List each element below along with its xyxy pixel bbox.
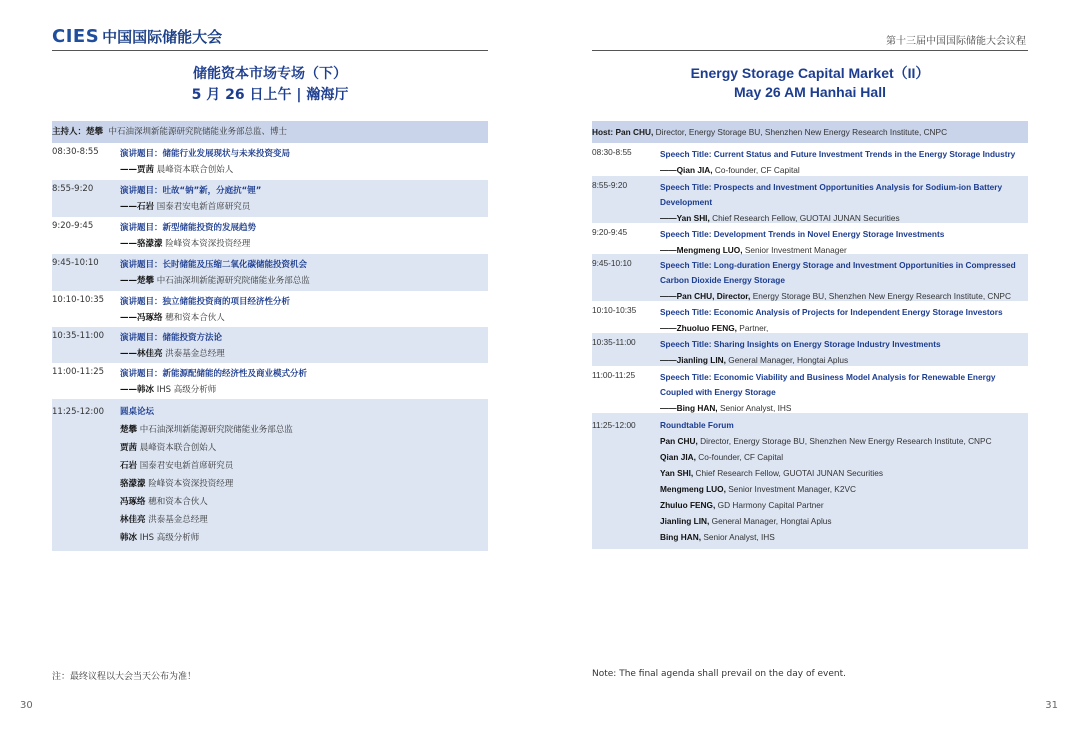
session-speaker-row	[120, 199, 488, 215]
host-desc: 中石油深圳新能源研究院储能业务部总监、博士	[108, 127, 287, 137]
agenda-table-en	[592, 121, 1028, 549]
speaker-affiliation: General Manager, Hongtai Aplus	[728, 355, 849, 365]
roundtable-block	[592, 413, 1028, 549]
panelist-name: Jianling LIN,	[660, 516, 710, 526]
panelist-row	[660, 465, 1028, 481]
panelist-row	[120, 457, 488, 475]
session-block	[52, 291, 488, 327]
panelist-row	[660, 449, 1028, 465]
panelist-affiliation: 穗和资本合伙人	[148, 497, 208, 507]
panelist-name: 冯琢络	[120, 497, 146, 507]
speaker-name: ——Zhuoluo FENG,	[660, 323, 737, 333]
session-row	[52, 295, 488, 310]
session-speaker-row	[120, 346, 488, 362]
session-row	[592, 180, 1028, 210]
panelist-row	[120, 493, 488, 511]
panelist-row	[120, 421, 488, 439]
speaker-affiliation: Senior Investment Manager	[744, 245, 847, 255]
panelist-affiliation: Senior Analyst, IHS	[703, 532, 775, 542]
speaker-affiliation: 中石油深圳新能源研究院储能业务部总监	[156, 276, 310, 286]
session-topic: 演讲题目：储能投资方法论	[120, 333, 223, 343]
session-topic: Speech Title: Sharing Insights on Energy Storage Industry Investments	[660, 339, 941, 349]
header-rule	[52, 50, 488, 51]
panelist-name: 林佳亮	[120, 515, 146, 525]
session-topic: Speech Title: Economic Viability and Business Model Analysis for Renewable Energy Coupled with Energy Storage	[660, 372, 996, 397]
session-time: 10:35-11:00	[592, 337, 636, 347]
session-row	[592, 337, 1028, 352]
session-speaker-row	[660, 210, 1028, 226]
running-header: 第十三届中国国际储能大会议程	[886, 36, 1026, 47]
panelist-affiliation: GD Harmony Capital Partner	[717, 500, 824, 510]
panelist-affiliation: IHS 高级分析师	[139, 533, 200, 543]
speaker-affiliation: Energy Storage BU, Shenzhen New Energy Research Institute, CNPC	[752, 291, 1011, 301]
session-speaker-row	[120, 162, 488, 178]
logo-text: 中国国际储能大会	[102, 27, 223, 46]
panelist-name: Bing HAN,	[660, 532, 702, 542]
session-row	[52, 331, 488, 346]
panelist-affiliation: 国泰君安电新首席研究员	[139, 461, 234, 471]
roundtable-row	[52, 403, 488, 421]
host-name: 楚攀	[86, 127, 104, 137]
session-speaker-row	[660, 162, 1028, 178]
session-block	[592, 333, 1028, 366]
speaker-name: ——楚攀	[120, 276, 155, 286]
speaker-affiliation: Partner,	[739, 323, 769, 333]
host-row	[52, 121, 488, 143]
panelist-name: Mengmeng LUO,	[660, 484, 726, 494]
host-label: 主持人：	[52, 127, 87, 137]
host-desc: Director, Energy Storage BU, Shenzhen New Energy Research Institute, CNPC	[655, 127, 948, 137]
session-block	[592, 366, 1028, 413]
panelist-affiliation: 险峰资本资深投资经理	[148, 479, 234, 489]
session-row	[52, 184, 488, 199]
session-row	[592, 147, 1028, 162]
panelist-affiliation: 晨峰资本联合创始人	[139, 443, 217, 453]
panelist-name: 韩冰	[120, 533, 138, 543]
page-subtitle-en: May 26 AM Hanhai Hall	[734, 84, 886, 100]
session-speaker-row	[120, 273, 488, 289]
session-topic: Speech Title: Prospects and Investment Opportunities Analysis for Sodium-ion Battery Development	[660, 182, 1003, 207]
header-rule	[592, 50, 1028, 51]
panelist-name: Pan CHU,	[660, 436, 698, 446]
session-time: 10:10-10:35	[52, 295, 105, 305]
session-topic: 演讲题目：独立储能投资商的项目经济性分析	[120, 297, 291, 307]
session-block	[52, 180, 488, 217]
speaker-name: ——石岩	[120, 202, 155, 212]
session-time: 9:20-9:45	[52, 221, 94, 231]
panelist-affiliation: 洪泰基金总经理	[148, 515, 208, 525]
session-speaker-row	[120, 382, 488, 398]
host-row	[592, 121, 1028, 143]
session-speaker-row	[120, 236, 488, 252]
session-row	[52, 147, 488, 162]
session-block	[52, 217, 488, 254]
speaker-name: ——贾茜	[120, 165, 155, 175]
speaker-name: ——Yan SHI,	[660, 213, 710, 223]
session-time: 8:55-9:20	[592, 180, 628, 190]
panelist-name: 楚攀	[120, 425, 138, 435]
speaker-affiliation: 国泰君安电新首席研究员	[156, 202, 251, 212]
session-topic: Speech Title: Economic Analysis of Projects for Independent Energy Storage Investors	[660, 307, 1003, 317]
speaker-affiliation: 洪泰基金总经理	[165, 349, 225, 359]
agenda-table-cn	[52, 121, 488, 551]
page-title-en: Energy Storage Capital Market（II）	[690, 65, 930, 81]
session-topic: Speech Title: Development Trends in Novel Energy Storage Investments	[660, 229, 945, 239]
session-speaker-row	[120, 310, 488, 326]
session-time: 08:30-8:55	[52, 147, 99, 157]
speaker-name: ——Pan CHU, Director,	[660, 291, 751, 301]
session-topic: Speech Title: Long-duration Energy Storage and Investment Opportunities in Compressed Carbon Dioxide Energy Storage	[660, 260, 1016, 285]
session-time: 8:55-9:20	[52, 184, 94, 194]
panelist-name: Qian JIA,	[660, 452, 696, 462]
session-time: 9:45-10:10	[52, 258, 99, 268]
panelist-name: 石岩	[120, 461, 138, 471]
speaker-affiliation: 晨峰资本联合创始人	[156, 165, 234, 175]
session-row	[592, 305, 1028, 320]
page-subtitle-cn: 5 月 26 日上午 | 瀚海厅	[191, 87, 349, 103]
speaker-name: ——Mengmeng LUO,	[660, 245, 743, 255]
session-block	[52, 143, 488, 180]
panelist-row	[660, 529, 1028, 545]
footnote: Note: The final agenda shall prevail on the day of event.	[592, 669, 846, 679]
panelist-affiliation: Director, Energy Storage BU, Shenzhen New Energy Research Institute, CNPC	[700, 436, 992, 446]
panelist-row	[660, 497, 1028, 513]
right-page	[540, 0, 1080, 732]
panelist-affiliation: Co-founder, CF Capital	[698, 452, 784, 462]
session-speaker-row	[660, 320, 1028, 336]
panelist-affiliation: 中石油深圳新能源研究院储能业务部总监	[139, 425, 293, 435]
page-title-cn: 储能资本市场专场（下）	[193, 66, 347, 82]
speaker-name: ——Qian JIA,	[660, 165, 713, 175]
speaker-name: ——韩冰	[120, 385, 155, 395]
speaker-affiliation: Co-founder, CF Capital	[714, 165, 800, 175]
session-block	[52, 363, 488, 399]
session-time: 08:30-8:55	[592, 147, 632, 157]
session-speaker-row	[660, 288, 1028, 304]
panelist-affiliation: Chief Research Fellow, GUOTAI JUNAN Securities	[695, 468, 884, 478]
panelist-name: 骆濛濛	[120, 479, 146, 489]
speaker-name: ——冯琢络	[120, 313, 163, 323]
roundtable-time: 11:25-12:00	[592, 420, 636, 430]
panelist-row	[120, 439, 488, 457]
session-block	[592, 301, 1028, 333]
speaker-name: ——林佳亮	[120, 349, 163, 359]
speaker-affiliation: 险峰资本资深投资经理	[165, 239, 251, 249]
session-speaker-row	[660, 400, 1028, 416]
speaker-name: ——骆濛濛	[120, 239, 163, 249]
speaker-affiliation: Chief Research Fellow, GUOTAI JUNAN Securities	[712, 213, 900, 223]
session-time: 10:35-11:00	[52, 331, 105, 341]
session-topic: 演讲题目：储能行业发展现状与未来投资变局	[120, 149, 291, 159]
session-time: 10:10-10:35	[592, 305, 637, 315]
panelist-name: Yan SHI,	[660, 468, 694, 478]
session-time: 11:00-11:25	[592, 370, 636, 380]
speaker-affiliation: 穗和资本合伙人	[165, 313, 225, 323]
session-block	[52, 254, 488, 291]
session-topic: 演讲题目：长时储能及压缩二氧化碳储能投资机会	[120, 260, 308, 270]
session-row	[592, 258, 1028, 288]
roundtable-topic: 圆桌论坛	[120, 407, 155, 417]
session-topic: Speech Title: Current Status and Future Investment Trends in the Energy Storage Industry	[660, 149, 1016, 159]
panelist-affiliation: General Manager, Hongtai Aplus	[711, 516, 832, 526]
panelist-name: Zhuluo FENG,	[660, 500, 716, 510]
panelist-row	[120, 475, 488, 493]
session-block	[592, 143, 1028, 176]
session-block	[592, 176, 1028, 223]
host-label: Host: Pan CHU,	[592, 127, 654, 137]
session-row	[52, 221, 488, 236]
session-time: 11:00-11:25	[52, 367, 105, 377]
panelist-row	[660, 433, 1028, 449]
speaker-affiliation: IHS 高级分析师	[156, 385, 217, 395]
panelist-row	[120, 529, 488, 547]
roundtable-topic: Roundtable Forum	[660, 420, 734, 430]
session-block	[52, 327, 488, 363]
session-row	[52, 367, 488, 382]
panelist-row	[120, 511, 488, 529]
session-topic: 演讲题目：新能源配储能的经济性及商业模式分析	[120, 369, 308, 379]
speaker-affiliation: Senior Analyst, IHS	[719, 403, 792, 413]
roundtable-block	[52, 399, 488, 551]
session-topic: 演讲题目：新型储能投资的发展趋势	[120, 223, 257, 233]
session-block	[592, 254, 1028, 301]
footnote: 注：最终议程以大会当天公布为准！	[52, 672, 197, 682]
page-number: 31	[1045, 700, 1058, 711]
roundtable-time: 11:25-12:00	[52, 407, 105, 417]
session-speaker-row	[660, 242, 1028, 258]
panelist-row	[660, 513, 1028, 529]
session-row	[52, 258, 488, 273]
cies-logo	[52, 25, 222, 47]
page-number: 30	[20, 700, 33, 711]
session-time: 9:45-10:10	[592, 258, 632, 268]
panelist-name: 贾茜	[120, 443, 138, 453]
session-time: 9:20-9:45	[592, 227, 628, 237]
panelist-affiliation: Senior Investment Manager, K2VC	[728, 484, 856, 494]
session-row	[592, 227, 1028, 242]
logo-mark: CIES	[52, 25, 100, 47]
session-row	[592, 370, 1028, 400]
speaker-name: ——Bing HAN,	[660, 403, 718, 413]
session-topic: 演讲题目：吐故“钠”新，分庭抗“锂”	[120, 186, 262, 196]
session-speaker-row	[660, 352, 1028, 368]
speaker-name: ——Jianling LIN,	[660, 355, 726, 365]
panelist-row	[660, 481, 1028, 497]
session-block	[592, 223, 1028, 254]
roundtable-row	[592, 417, 1028, 433]
